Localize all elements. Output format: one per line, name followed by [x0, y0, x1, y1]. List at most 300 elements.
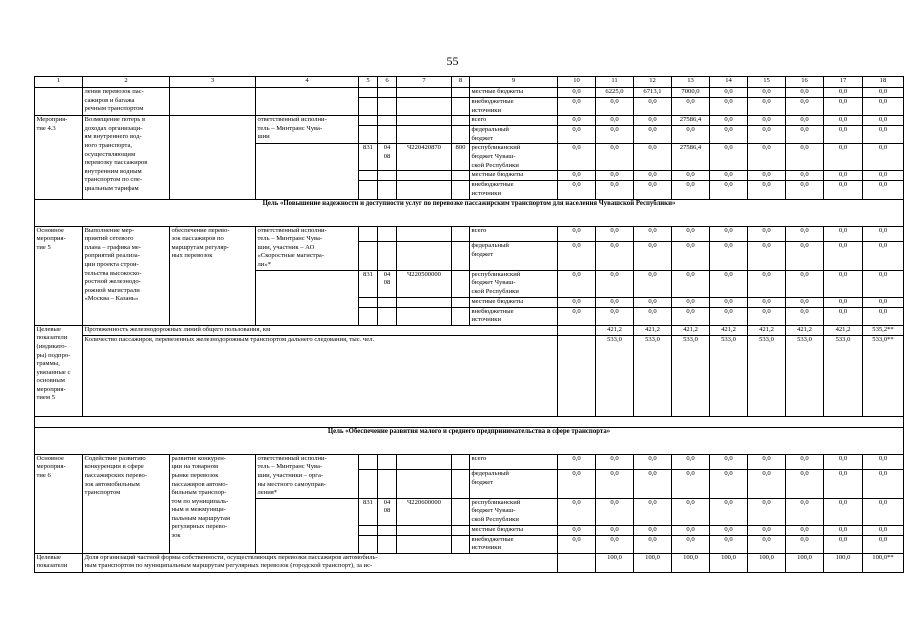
b2-code-cell — [378, 116, 397, 126]
b3-code-cell — [378, 242, 397, 270]
value-cell: 0,0 — [748, 171, 786, 181]
value-cell: 27586,4 — [672, 144, 710, 171]
column-number-13: 13 — [672, 77, 710, 88]
value-cell: 0,0 — [596, 454, 634, 470]
value-cell: 0,0 — [748, 144, 786, 171]
b2-code-cell — [359, 116, 378, 126]
value-cell: 0,0 — [596, 116, 634, 126]
b3-code-cell — [397, 226, 452, 242]
b3-code-cell — [452, 226, 470, 242]
b3-code-cell — [397, 297, 452, 307]
b3-code-cell — [452, 242, 470, 270]
value-cell: 0,0 — [710, 242, 748, 270]
b1-code-cell — [378, 98, 397, 116]
value-cell: 0,0 — [748, 98, 786, 116]
value-cell: 0,0 — [748, 88, 786, 98]
value-cell: 0,0 — [558, 116, 596, 126]
value-cell: 421,2 — [634, 325, 672, 335]
value-cell: 0,0 — [863, 535, 904, 553]
b3-activity-name: Выполнение мер- приятий сетевого плана – графика ме- роприятий реализа- ции проекта строи- тельства высокоско- ростной железнодо- рожной магистрали «Москва – Казань» — [83, 226, 170, 325]
b2-code-cell — [378, 171, 397, 181]
b3-activity-code: Основное мероприя- тие 5 — [35, 226, 83, 325]
value-cell: 0,0 — [863, 270, 904, 297]
b1-funding-source: местные бюджеты — [470, 88, 558, 98]
b3-code-cell — [452, 297, 470, 307]
value-cell: 0,0 — [748, 498, 786, 525]
value-cell: 0,0 — [786, 171, 824, 181]
value-cell: 0,0 — [634, 98, 672, 116]
b2-code-cell — [359, 126, 378, 144]
b3-funding-source: всего — [470, 226, 558, 242]
gap-row — [35, 416, 904, 427]
value-cell: 0,0 — [596, 171, 634, 181]
value-cell: 0,0 — [596, 242, 634, 270]
value-cell: 0,0 — [863, 297, 904, 307]
value-cell: 0,0 — [786, 535, 824, 553]
column-number-14: 14 — [710, 77, 748, 88]
b2-code-cell — [359, 181, 378, 199]
value-cell: 0,0 — [824, 116, 863, 126]
value-cell: 0,0 — [786, 226, 824, 242]
b2-expense-type: 800 — [452, 144, 470, 171]
value-cell: 0,0 — [672, 498, 710, 525]
indicator-name: Количество пассажиров, перевезенных железнодорожным транспортом дальнего следования, тыс. чел. — [83, 335, 558, 416]
value-cell: 0,0 — [786, 525, 824, 535]
b1-activity-code — [35, 88, 83, 116]
value-cell: 0,0 — [634, 297, 672, 307]
value-cell: 533,0 — [672, 335, 710, 416]
b4-activity-code: Основное мероприя- тие 6 — [35, 454, 83, 553]
value-cell: 0,0 — [824, 307, 863, 325]
goal-heading: Цель «Повышение надежности и доступности услуг по перевозке пассажирским транспортом для населения Чувашской Республики» — [35, 199, 904, 226]
b3-funding-source: местные бюджеты — [470, 297, 558, 307]
value-cell: 535,2** — [863, 325, 904, 335]
value-cell: 0,0 — [748, 270, 786, 297]
b2-funding-source: местные бюджеты — [470, 171, 558, 181]
value-cell: 0,0 — [634, 454, 672, 470]
value-cell: 0,0 — [672, 297, 710, 307]
indicator-row — [35, 553, 904, 572]
b3-code-cell — [378, 226, 397, 242]
value-cell: 100,0** — [863, 553, 904, 572]
value-cell: 0,0 — [824, 498, 863, 525]
value-cell: 421,2 — [748, 325, 786, 335]
column-number-11: 11 — [596, 77, 634, 88]
value-cell: 0,0 — [558, 226, 596, 242]
value-cell: 0,0 — [672, 270, 710, 297]
value-cell: 0,0 — [748, 535, 786, 553]
b2-activity-code: Мероприя- тие 4.3 — [35, 116, 83, 199]
value-cell: 0,0 — [863, 470, 904, 498]
value-cell: 0,0 — [748, 126, 786, 144]
b1-code-cell — [359, 88, 378, 98]
b3-code-cell — [359, 307, 378, 325]
b3-executor: ответственный исполни- тель – Минтранс Чува- шии, участник – АО «Скоростные магистра- ли»* — [256, 226, 359, 270]
b2-funding-source: республиканский бюджет Чуваш- ской Республики — [470, 144, 558, 171]
value-cell: 533,0 — [710, 335, 748, 416]
value-cell: 0,0 — [786, 498, 824, 525]
b4-code-cell — [452, 454, 470, 470]
value-cell: 0,0 — [710, 498, 748, 525]
value-cell: 0,0 — [710, 88, 748, 98]
b3-code-cell — [397, 307, 452, 325]
value-cell: 0,0 — [672, 226, 710, 242]
b3-code-cell — [359, 226, 378, 242]
value-cell: 0,0 — [596, 297, 634, 307]
value-cell: 0,0 — [786, 181, 824, 199]
b4-target-article: Ч220600000 — [397, 498, 452, 525]
value-cell: 0,0 — [863, 226, 904, 242]
value-cell: 7000,0 — [672, 88, 710, 98]
value-cell: 0,0 — [786, 470, 824, 498]
b2-code-cell — [452, 171, 470, 181]
b2-code-cell — [397, 116, 452, 126]
value-cell: 0,0 — [710, 454, 748, 470]
value-cell: 0,0 — [672, 535, 710, 553]
b3-code-cell — [359, 242, 378, 270]
indicator-unit-cell — [558, 325, 596, 335]
b4-code-cell — [359, 470, 378, 498]
b4-row — [35, 454, 904, 470]
value-cell: 0,0 — [824, 270, 863, 297]
value-cell: 0,0 — [824, 98, 863, 116]
b2-row — [35, 116, 904, 126]
indicator-unit-cell — [558, 335, 596, 416]
b1-code-cell — [397, 88, 452, 98]
value-cell: 0,0 — [786, 307, 824, 325]
b4-code-cell — [359, 454, 378, 470]
page-number: 55 — [446, 54, 459, 68]
value-cell: 0,0 — [863, 498, 904, 525]
value-cell: 0,0 — [824, 242, 863, 270]
value-cell: 0,0 — [596, 498, 634, 525]
value-cell: 0,0 — [672, 454, 710, 470]
value-cell: 0,0 — [596, 126, 634, 144]
value-cell: 0,0 — [863, 116, 904, 126]
b3-grbs: 831 — [359, 270, 378, 297]
b2-target-article: Ч220420870 — [397, 144, 452, 171]
value-cell: 0,0 — [863, 525, 904, 535]
value-cell: 0,0 — [748, 242, 786, 270]
b1-task — [170, 88, 256, 116]
column-number-17: 17 — [824, 77, 863, 88]
value-cell: 0,0 — [596, 270, 634, 297]
b4-funding-source: местные бюджеты — [470, 525, 558, 535]
value-cell: 0,0 — [824, 88, 863, 98]
value-cell: 0,0 — [824, 181, 863, 199]
b2-code-cell — [397, 181, 452, 199]
b4-code-cell — [452, 535, 470, 553]
column-number-9: 9 — [470, 77, 558, 88]
value-cell: 0,0 — [558, 270, 596, 297]
value-cell: 27586,4 — [672, 116, 710, 126]
value-cell: 0,0 — [672, 525, 710, 535]
value-cell: 0,0 — [634, 525, 672, 535]
value-cell: 421,2 — [824, 325, 863, 335]
value-cell: 0,0 — [786, 126, 824, 144]
value-cell: 0,0 — [558, 88, 596, 98]
value-cell: 0,0 — [710, 144, 748, 171]
b4-code-cell — [397, 454, 452, 470]
b1-executor — [256, 88, 359, 116]
b2-grbs: 831 — [359, 144, 378, 171]
value-cell: 100,0 — [634, 553, 672, 572]
value-cell: 0,0 — [558, 297, 596, 307]
value-cell: 0,0 — [710, 270, 748, 297]
b4-code-cell — [397, 535, 452, 553]
b1-code-cell — [378, 88, 397, 98]
b3-funding-source: республиканский бюджет Чуваш- ской Республики — [470, 270, 558, 297]
value-cell: 0,0 — [710, 171, 748, 181]
value-cell: 0,0 — [863, 454, 904, 470]
b1-code-cell — [452, 98, 470, 116]
value-cell: 533,0 — [748, 335, 786, 416]
b2-activity-name: Возмещение потерь в доходах организаци- ям внутреннего вод- ного транспорта, осуществляющим перевозку пассажиров внутренним водным транспортом по спе- циальным тарифам — [83, 116, 170, 199]
b2-task — [170, 116, 256, 199]
value-cell: 0,0 — [558, 498, 596, 525]
value-cell: 0,0 — [786, 98, 824, 116]
b4-code-cell — [452, 470, 470, 498]
value-cell: 533,0 — [596, 335, 634, 416]
value-cell: 533,0 — [634, 335, 672, 416]
value-cell: 0,0 — [863, 171, 904, 181]
indicator-unit-cell — [558, 553, 596, 572]
b3-code-cell — [397, 242, 452, 270]
b1-row — [35, 88, 904, 98]
value-cell: 421,2 — [786, 325, 824, 335]
value-cell: 0,0 — [672, 307, 710, 325]
b4-code-cell — [378, 470, 397, 498]
section-gap — [35, 416, 904, 427]
b2-code-cell — [397, 171, 452, 181]
value-cell: 0,0 — [596, 181, 634, 199]
b1-code-cell — [452, 88, 470, 98]
value-cell: 0,0 — [596, 226, 634, 242]
b4-grbs: 831 — [359, 498, 378, 525]
value-cell: 0,0 — [558, 181, 596, 199]
column-number-10: 10 — [558, 77, 596, 88]
value-cell: 6225,0 — [596, 88, 634, 98]
b3-code-cell — [359, 297, 378, 307]
value-cell: 0,0 — [824, 297, 863, 307]
b1-funding-source: внебюджетные источники — [470, 98, 558, 116]
value-cell: 0,0 — [558, 470, 596, 498]
b1-code-cell — [359, 98, 378, 116]
b4-code-cell — [359, 535, 378, 553]
goal-row — [35, 427, 904, 454]
b4-task: развитие конкурен- ции на товарном рынке перевозок пассажиров автомо- бильным транспор- том по муниципаль- ным и межмуници- пальным маршрутам регулярных перево- зок — [170, 454, 256, 553]
b4-code-cell — [378, 525, 397, 535]
value-cell: 0,0 — [863, 307, 904, 325]
b4-executor: ответственный исполни- тель – Минтранс Чува- шии, участники – орга- ны местного самоуправ- ления* — [256, 454, 359, 498]
b2-section: 04 08 — [378, 144, 397, 171]
value-cell: 0,0 — [710, 297, 748, 307]
value-cell: 0,0 — [863, 126, 904, 144]
column-number-6: 6 — [378, 77, 397, 88]
b2-code-cell — [452, 116, 470, 126]
b3-code-cell — [378, 307, 397, 325]
value-cell: 0,0 — [863, 98, 904, 116]
value-cell: 0,0 — [710, 116, 748, 126]
b3-funding-source: внебюджетные источники — [470, 307, 558, 325]
value-cell: 0,0 — [863, 242, 904, 270]
value-cell: 0,0 — [634, 470, 672, 498]
column-number-1: 1 — [35, 77, 83, 88]
value-cell: 100,0 — [596, 553, 634, 572]
value-cell: 0,0 — [824, 470, 863, 498]
b4-expense-type — [452, 498, 470, 525]
b3-row — [35, 226, 904, 242]
indicator-row — [35, 325, 904, 335]
value-cell: 0,0 — [558, 171, 596, 181]
value-cell: 0,0 — [558, 525, 596, 535]
value-cell: 0,0 — [710, 535, 748, 553]
b1-activity-name: ления перевозок пас- сажиров и багажа речным транспортом — [83, 88, 170, 116]
column-number-5: 5 — [359, 77, 378, 88]
value-cell: 0,0 — [863, 181, 904, 199]
value-cell: 0,0 — [710, 226, 748, 242]
b4-funding-source: федеральный бюджет — [470, 470, 558, 498]
value-cell: 0,0 — [824, 226, 863, 242]
column-number-12: 12 — [634, 77, 672, 88]
b3-executor-cont — [256, 270, 359, 325]
value-cell: 0,0 — [558, 144, 596, 171]
b3-target-article: Ч220500000 — [397, 270, 452, 297]
value-cell: 0,0 — [634, 242, 672, 270]
value-cell: 0,0 — [672, 171, 710, 181]
b2-executor-cont — [256, 144, 359, 199]
b4-code-cell — [378, 454, 397, 470]
indicator-name: Доля организаций частной формы собственности, осуществляющих перевозки пассажиров автомобиль- ным транспортом по муниципальным маршрутам регулярных перевозок (городской транспорт), за ис- — [83, 553, 558, 572]
value-cell: 0,0 — [558, 242, 596, 270]
value-cell: 0,0 — [863, 144, 904, 171]
column-number-2: 2 — [83, 77, 170, 88]
value-cell: 0,0 — [596, 144, 634, 171]
value-cell: 100,0 — [710, 553, 748, 572]
b4-code-cell — [397, 525, 452, 535]
b4-code-cell — [452, 525, 470, 535]
value-cell: 0,0 — [634, 171, 672, 181]
b1-code-cell — [397, 98, 452, 116]
value-cell: 533,0 — [824, 335, 863, 416]
indicators-label: Целевые показатели (индикато- ры) подпро- граммы, увязанные с основным мероприя- тием 5 — [35, 325, 83, 416]
b2-code-cell — [359, 171, 378, 181]
value-cell: 0,0 — [634, 535, 672, 553]
value-cell: 421,2 — [596, 325, 634, 335]
value-cell: 0,0 — [748, 181, 786, 199]
value-cell: 0,0 — [710, 126, 748, 144]
value-cell: 0,0 — [596, 535, 634, 553]
budget-table-sheet — [34, 76, 894, 573]
indicator-name: Протяженность железнодорожных линий общего пользования, км — [83, 325, 558, 335]
budget-table — [34, 76, 904, 573]
column-number-15: 15 — [748, 77, 786, 88]
header-row — [35, 77, 904, 88]
value-cell: 0,0 — [824, 126, 863, 144]
value-cell: 0,0 — [634, 126, 672, 144]
value-cell: 0,0 — [596, 470, 634, 498]
b4-section: 04 08 — [378, 498, 397, 525]
value-cell: 0,0 — [710, 98, 748, 116]
b4-funding-source: внебюджетные источники — [470, 535, 558, 553]
value-cell: 0,0 — [558, 126, 596, 144]
b4-code-cell — [378, 535, 397, 553]
value-cell: 0,0 — [824, 535, 863, 553]
value-cell: 0,0 — [710, 470, 748, 498]
b2-executor: ответственный исполни- тель – Минтранс Чува- шии — [256, 116, 359, 144]
value-cell: 0,0 — [634, 226, 672, 242]
value-cell: 0,0 — [786, 242, 824, 270]
value-cell: 421,2 — [710, 325, 748, 335]
value-cell: 0,0 — [748, 454, 786, 470]
value-cell: 0,0 — [596, 307, 634, 325]
indicators-label: Целевые показатели — [35, 553, 83, 572]
value-cell: 0,0 — [672, 126, 710, 144]
b4-funding-source: всего — [470, 454, 558, 470]
b2-funding-source: всего — [470, 116, 558, 126]
value-cell: 0,0 — [596, 525, 634, 535]
value-cell: 0,0 — [558, 454, 596, 470]
value-cell: 0,0 — [748, 297, 786, 307]
b4-funding-source: республиканский бюджет Чуваш- ской Республики — [470, 498, 558, 525]
b3-section: 04 08 — [378, 270, 397, 297]
column-number-4: 4 — [256, 77, 359, 88]
value-cell: 100,0 — [824, 553, 863, 572]
b3-code-cell — [378, 297, 397, 307]
column-number-3: 3 — [170, 77, 256, 88]
b2-code-cell — [378, 126, 397, 144]
value-cell: 100,0 — [672, 553, 710, 572]
value-cell: 0,0 — [672, 470, 710, 498]
value-cell: 6713,1 — [634, 88, 672, 98]
value-cell: 0,0 — [596, 98, 634, 116]
value-cell: 0,0 — [634, 270, 672, 297]
b2-code-cell — [452, 126, 470, 144]
column-number-7: 7 — [397, 77, 452, 88]
value-cell: 0,0 — [748, 525, 786, 535]
value-cell: 0,0 — [634, 498, 672, 525]
b2-code-cell — [378, 181, 397, 199]
value-cell: 0,0 — [824, 525, 863, 535]
value-cell: 0,0 — [710, 181, 748, 199]
value-cell: 0,0 — [786, 144, 824, 171]
value-cell: 0,0 — [748, 307, 786, 325]
value-cell: 0,0 — [710, 307, 748, 325]
value-cell: 100,0 — [786, 553, 824, 572]
indicator-row — [35, 335, 904, 416]
b4-executor-cont — [256, 498, 359, 553]
value-cell: 0,0 — [786, 454, 824, 470]
value-cell: 0,0 — [672, 98, 710, 116]
value-cell: 0,0 — [786, 88, 824, 98]
b2-funding-source: федеральный бюджет — [470, 126, 558, 144]
goal-row — [35, 199, 904, 226]
value-cell: 0,0 — [634, 181, 672, 199]
value-cell: 0,0 — [863, 88, 904, 98]
b2-funding-source: внебюджетные источники — [470, 181, 558, 199]
value-cell: 0,0 — [786, 116, 824, 126]
value-cell: 0,0 — [672, 181, 710, 199]
b4-code-cell — [359, 525, 378, 535]
value-cell: 0,0 — [824, 454, 863, 470]
value-cell: 0,0 — [634, 307, 672, 325]
value-cell: 0,0 — [558, 307, 596, 325]
value-cell: 0,0 — [824, 171, 863, 181]
value-cell: 533,0** — [863, 335, 904, 416]
value-cell: 533,0 — [786, 335, 824, 416]
b3-expense-type — [452, 270, 470, 297]
b2-code-cell — [397, 126, 452, 144]
